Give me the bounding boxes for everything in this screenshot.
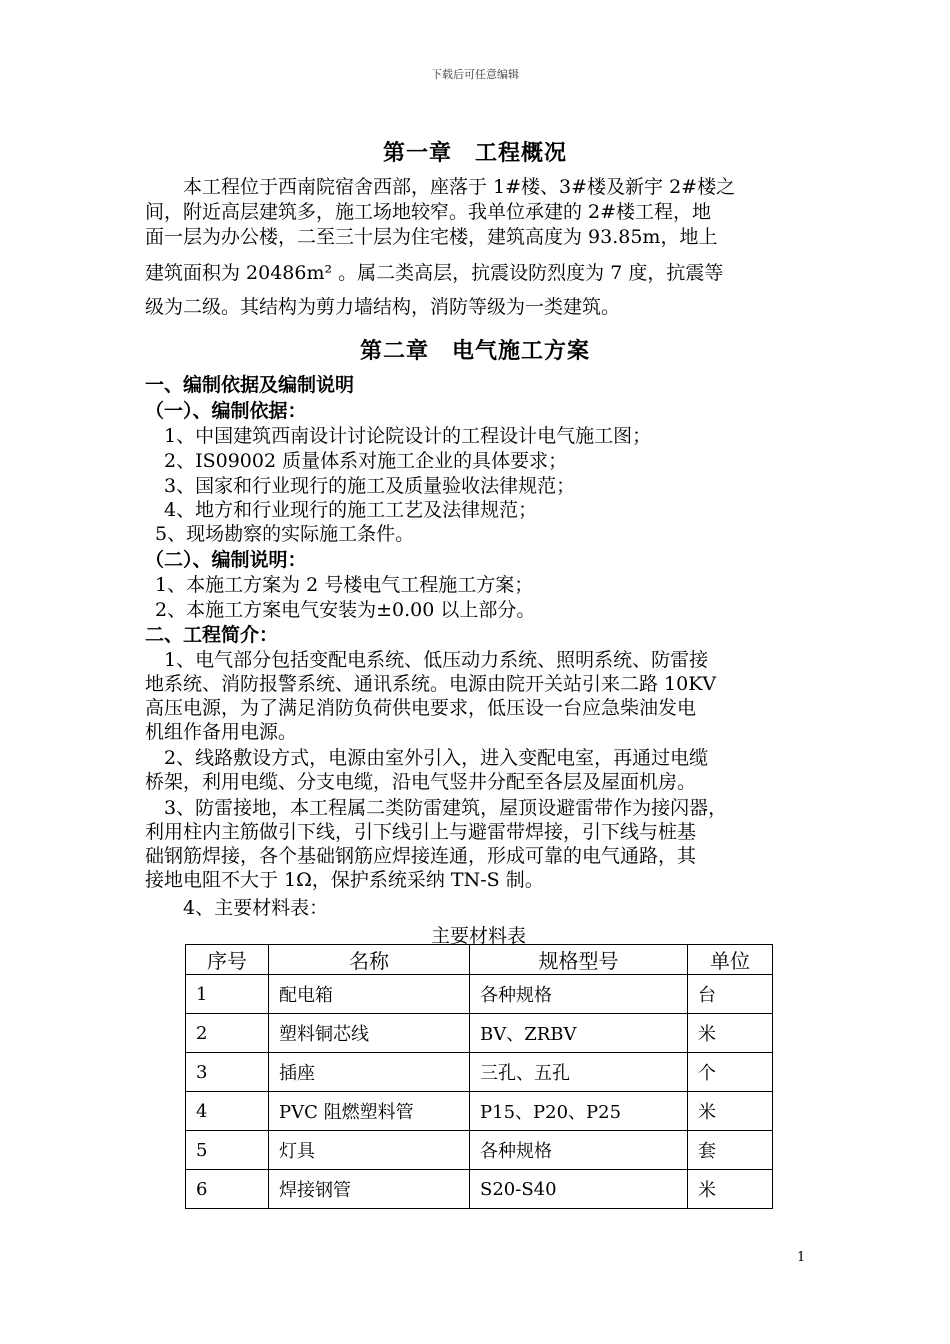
table-cell: 4 (186, 1092, 269, 1131)
section-heading-intro: 二、工程简介： (145, 624, 279, 646)
table-cell: 各种规格 (470, 1131, 688, 1170)
note-item: 1、本施工方案为 2 号楼电气工程施工方案； (155, 574, 534, 596)
basis-item: 4、地方和行业现行的施工工艺及法律规范； (145, 499, 538, 521)
table-row (186, 1092, 773, 1131)
intro-line: 地系统、消防报警系统、通讯系统。电源由院开关站引来二路 10KV (145, 673, 717, 695)
subsection-heading-basis: （一）、编制依据： (145, 400, 307, 422)
intro-line: 3、防雷接地，本工程属二类防雷建筑，屋顶设避雷带作为接闪器， (145, 797, 728, 819)
chapter1-line: 间，附近高层建筑多，施工场地较窄。我单位承建的 2#楼工程，地 (145, 201, 712, 223)
column-header: 名称 (269, 945, 470, 975)
chapter2-title: 第二章 电气施工方案 (359, 338, 590, 364)
chapter1-line: 建筑面积为 20486m² 。属二类高层，抗震设防烈度为 7 度，抗震等 (145, 262, 724, 284)
intro-item-4: 4、主要材料表： (145, 897, 329, 919)
table-cell: P15、P20、P25 (470, 1092, 688, 1131)
table-row (186, 1131, 773, 1170)
table-caption: 主要材料表 (430, 925, 526, 947)
intro-line: 2、线路敷设方式，电源由室外引入，进入变配电室，再通过电缆 (145, 747, 709, 769)
materials-table (185, 944, 773, 1209)
table-row (186, 975, 773, 1014)
basis-item: 3、国家和行业现行的施工及质量验收法律规范； (145, 475, 576, 497)
intro-line: 利用柱内主筋做引下线，引下线引上与避雷带焊接，引下线与桩基 (145, 821, 697, 843)
chapter1-line: 面一层为办公楼，二至三十层为住宅楼，建筑高度为 93.85m，地上 (145, 226, 718, 248)
column-header: 单位 (688, 945, 773, 975)
section-heading-basis: 一、编制依据及编制说明 (145, 374, 355, 396)
basis-item: 2、IS09002 质量体系对施工企业的具体要求； (145, 450, 568, 472)
intro-line: 接地电阻不大于 1Ω，保护系统采纳 TN-S 制。 (145, 869, 544, 891)
column-header: 规格型号 (470, 945, 688, 975)
intro-paragraph-1 (145, 648, 810, 744)
table-cell: 塑料铜芯线 (269, 1014, 470, 1053)
table-header-row (186, 945, 773, 975)
table-cell: 2 (186, 1014, 269, 1053)
table-cell: 6 (186, 1170, 269, 1209)
basis-item: 1、中国建筑西南设计讨论院设计的工程设计电气施工图； (145, 425, 652, 447)
table-cell: 灯具 (269, 1131, 470, 1170)
chapter1-line: 级为二级。其结构为剪力墙结构，消防等级为一类建筑。 (145, 296, 621, 318)
table-cell: BV、ZRBV (470, 1014, 688, 1053)
table-cell: 3 (186, 1053, 269, 1092)
table-cell: 米 (688, 1092, 773, 1131)
table-cell: 米 (688, 1170, 773, 1209)
intro-paragraph-3 (145, 796, 810, 892)
table-cell: 三孔、五孔 (470, 1053, 688, 1092)
table-cell: 1 (186, 975, 269, 1014)
table-cell: 个 (688, 1053, 773, 1092)
table-cell: S20-S40 (470, 1170, 688, 1209)
subsection-heading-notes: （二）、编制说明： (145, 549, 307, 571)
intro-line: 1、电气部分包括变配电系统、低压动力系统、照明系统、防雷接 (145, 649, 709, 671)
basis-item: 5、现场勘察的实际施工条件。 (155, 523, 415, 545)
chapter1-paragraph (145, 175, 810, 320)
intro-paragraph-2 (145, 746, 810, 794)
table-cell: PVC 阻燃塑料管 (269, 1092, 470, 1131)
intro-line: 高压电源，为了满足消防负荷供电要求，低压设一台应急柴油发电 (145, 697, 697, 719)
intro-line: 础钢筋焊接，各个基础钢筋应焊接连通，形成可靠的电气通路，其 (145, 845, 697, 867)
column-header: 序号 (186, 945, 269, 975)
table-cell: 米 (688, 1014, 773, 1053)
page-number: 1 (797, 1250, 806, 1265)
intro-line: 机组作备用电源。 (145, 721, 298, 743)
chapter1-line: 本工程位于西南院宿舍西部，座落于 1#楼、3#楼及新宇 2#楼之 (145, 176, 736, 198)
note-item: 2、本施工方案电气安装为±0.00 以上部分。 (155, 599, 536, 621)
table-cell: 配电箱 (269, 975, 470, 1014)
chapter1-title: 第一章 工程概况 (382, 140, 567, 166)
table-cell: 套 (688, 1131, 773, 1170)
table-cell: 焊接钢管 (269, 1170, 470, 1209)
table-cell: 插座 (269, 1053, 470, 1092)
table-row (186, 1014, 773, 1053)
table-cell: 各种规格 (470, 975, 688, 1014)
table-cell: 台 (688, 975, 773, 1014)
table-row (186, 1170, 773, 1209)
table-row (186, 1053, 773, 1092)
table-cell: 5 (186, 1131, 269, 1170)
intro-line: 桥架，利用电缆、分支电缆，沿电气竖井分配至各层及屋面机房。 (145, 771, 697, 793)
page-header: 下载后可任意编辑 (431, 68, 519, 81)
